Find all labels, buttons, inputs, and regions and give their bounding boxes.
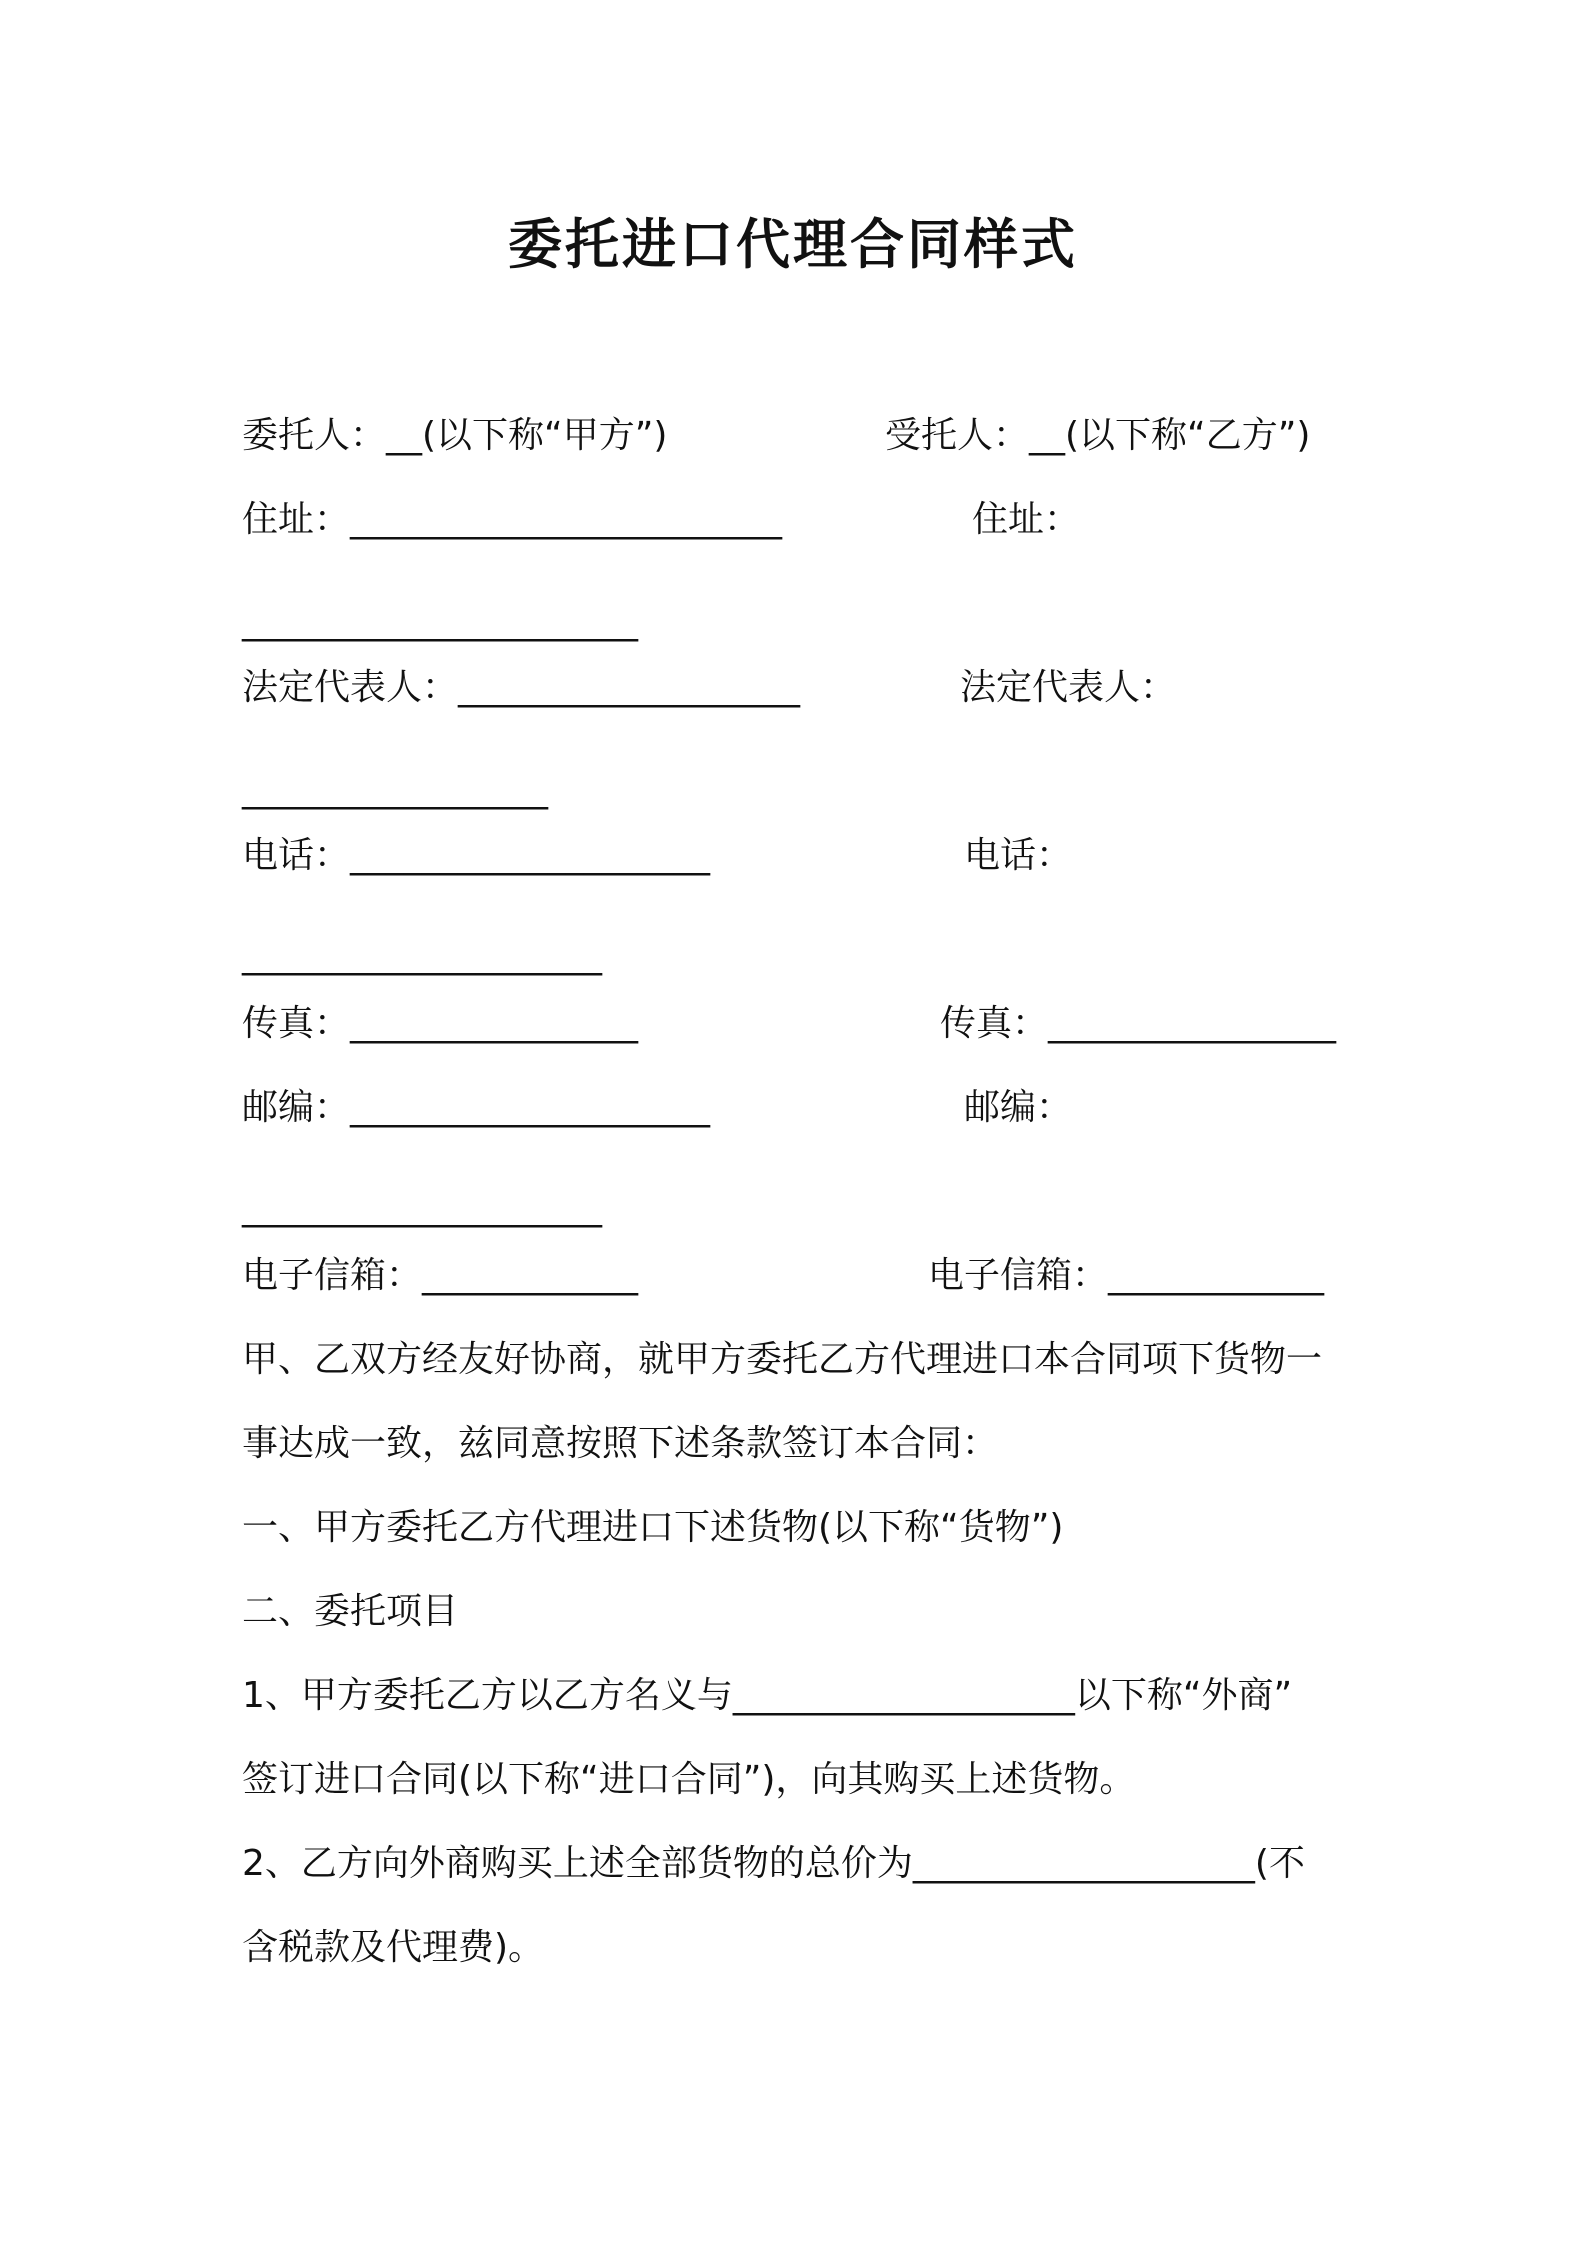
- party-a-fax-field: 传真：________________: [242, 1003, 639, 1044]
- clause-1-line-1: 1、甲方委托乙方以乙方名义与___________________以下称“外商”: [242, 1675, 1293, 1716]
- party-a-postcode-field: 邮编：____________________: [242, 1087, 711, 1128]
- party-a-legal-rep-field: 法定代表人：___________________: [242, 667, 801, 708]
- principal-label: 委托人：__(以下称“甲方”): [242, 415, 668, 456]
- clause-2-line-1: 2、乙方向外商购买上述全部货物的总价为___________________(不: [242, 1843, 1305, 1884]
- party-a-legal-rep-continuation: _________________: [242, 769, 548, 810]
- party-b-legal-rep-field: 法定代表人：: [960, 667, 1177, 708]
- agent-label: 受托人：__(以下称“乙方”): [885, 415, 1311, 456]
- party-a-postcode-continuation: ____________________: [242, 1187, 602, 1228]
- party-a-email-field: 电子信箱：____________: [242, 1255, 639, 1296]
- party-b-postcode-field: 邮编：: [964, 1087, 1073, 1128]
- section-2-heading: 二、委托项目: [242, 1591, 459, 1632]
- document-title: 委托进口代理合同样式: [508, 213, 1078, 276]
- party-a-address-continuation: ______________________: [242, 601, 638, 642]
- party-a-phone-field: 电话：____________________: [242, 835, 711, 876]
- section-1-heading: 一、甲方委托乙方代理进口下述货物(以下称“货物”): [242, 1507, 1064, 1548]
- clause-1-line-2: 签订进口合同(以下称“进口合同”)，向其购买上述货物。: [242, 1759, 1136, 1800]
- party-b-email-field: 电子信箱：____________: [928, 1255, 1325, 1296]
- clause-2-line-2: 含税款及代理费)。: [242, 1927, 545, 1968]
- intro-paragraph-line-1: 甲、乙双方经友好协商，就甲方委托乙方代理进口本合同项下货物一: [242, 1339, 1323, 1380]
- party-b-address-field: 住址：: [972, 499, 1081, 540]
- party-b-fax-field: 传真：________________: [940, 1003, 1337, 1044]
- party-a-address-field: 住址：________________________: [242, 499, 783, 540]
- party-a-phone-continuation: ____________________: [242, 935, 602, 976]
- intro-paragraph-line-2: 事达成一致，兹同意按照下述条款签订本合同：: [242, 1423, 999, 1464]
- party-b-phone-field: 电话：: [964, 835, 1073, 876]
